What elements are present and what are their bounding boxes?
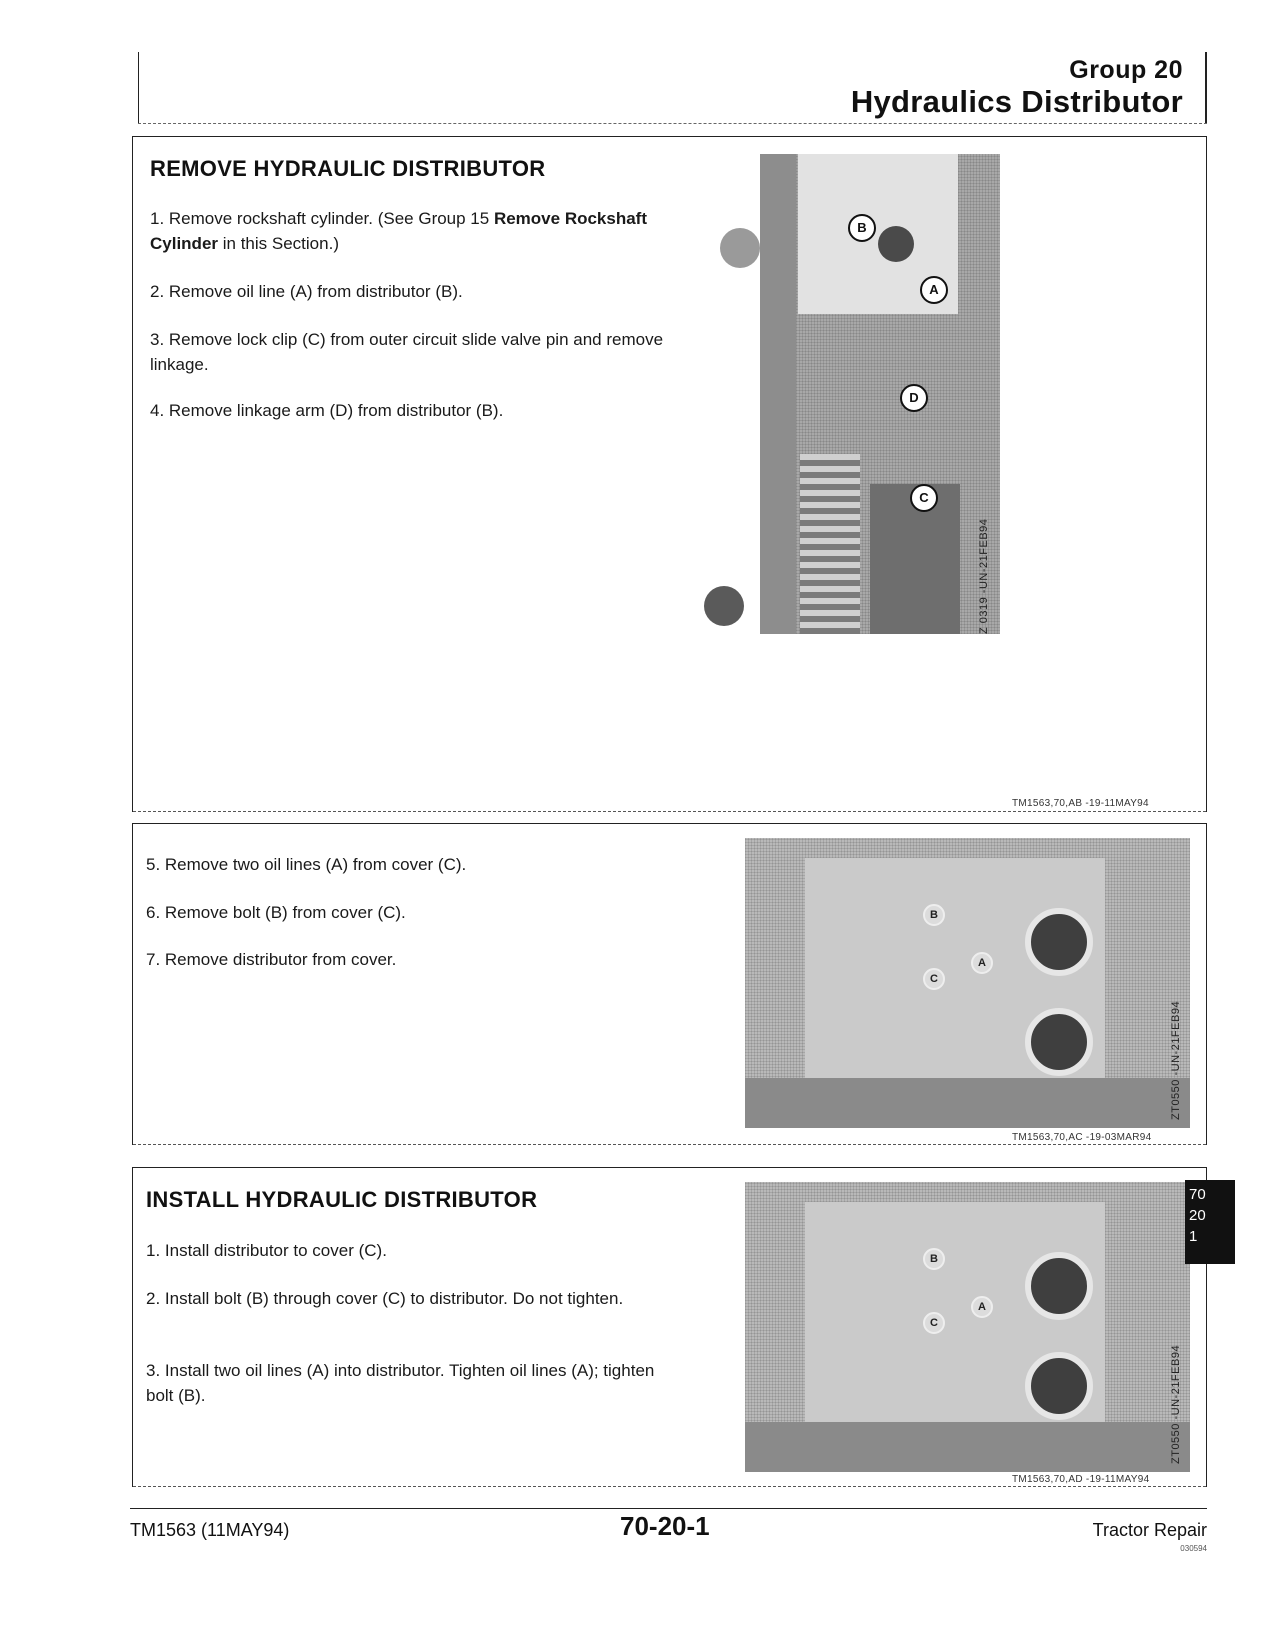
photo-edge-shadow	[760, 154, 796, 634]
section-title-install: INSTALL HYDRAULIC DISTRIBUTOR	[146, 1187, 538, 1212]
step-7-remove-distributor: 7. Remove distributor from cover.	[146, 950, 397, 969]
photo-code-date: -UN-21FEB94	[1170, 1344, 1182, 1420]
photo-spring	[800, 454, 860, 634]
section-thumb-tab	[1185, 1180, 1235, 1264]
step-1-remove-cylinder	[150, 206, 690, 256]
tab-section-number: 70	[1189, 1186, 1206, 1203]
photo-code	[1170, 1001, 1182, 1120]
callout-b: B	[848, 214, 876, 242]
tab-group-number: 20	[1189, 1207, 1206, 1224]
photo-code-date: -UN-21FEB94	[1170, 1000, 1182, 1076]
callout-b: B	[923, 904, 945, 926]
hole-punch-mark	[704, 586, 744, 626]
photo-code-id: ZT0550	[1170, 1079, 1182, 1120]
section-footer-line	[133, 1486, 1206, 1487]
header-left-rule	[138, 52, 139, 124]
footer-divider	[130, 1508, 1207, 1509]
step-3-install-oil-lines: 3. Install two oil lines (A) into distributor. Tighten oil lines (A); tighten bolt (B).	[146, 1361, 655, 1405]
manual-title: Tractor Repair	[1092, 1520, 1207, 1540]
photo-base-shadow	[745, 1422, 1190, 1472]
callout-c: C	[923, 968, 945, 990]
callout-a: A	[971, 1296, 993, 1318]
step-1-install-distributor: 1. Install distributor to cover (C).	[146, 1241, 387, 1260]
header-right-rule	[1205, 52, 1207, 124]
photo-distributor-cover	[745, 838, 1190, 1128]
callout-a: A	[920, 276, 948, 304]
manual-id: TM1563 (11MAY94)	[130, 1520, 290, 1540]
photo-code-id: ZT0550	[1170, 1423, 1182, 1464]
callout-d: D	[900, 384, 928, 412]
callout-b: B	[923, 1248, 945, 1270]
photo-base-shadow	[745, 1078, 1190, 1128]
photo-port-upper	[1025, 1252, 1093, 1320]
header-divider	[138, 123, 1207, 124]
callout-c: C	[910, 484, 938, 512]
photo-code	[978, 519, 990, 634]
group-label: Group 20	[1069, 56, 1183, 84]
tab-page-number: 1	[1189, 1228, 1198, 1245]
photo-distributor-install	[745, 1182, 1190, 1472]
section-footer-line	[133, 1144, 1206, 1145]
step-4-remove-linkage-arm: 4. Remove linkage arm (D) from distributor (B).	[150, 401, 504, 420]
page-title: Hydraulics Distributor	[850, 84, 1183, 119]
step-text: 1. Remove rockshaft cylinder. (See Group 15	[150, 209, 494, 228]
section-title-remove: REMOVE HYDRAULIC DISTRIBUTOR	[150, 156, 546, 181]
section-reference-code: TM1563,70,AC -19-03MAR94	[1012, 1132, 1152, 1143]
section-reference-code: TM1563,70,AD -19-11MAY94	[1012, 1474, 1150, 1485]
photo-code	[1170, 1345, 1182, 1464]
photo-code-date: -UN-21FEB94	[978, 518, 990, 594]
photo-port-lower	[1025, 1352, 1093, 1420]
step-2-install-bolt: 2. Install bolt (B) through cover (C) to distributor. Do not tighten.	[146, 1289, 624, 1308]
step-2-remove-oil-line: 2. Remove oil line (A) from distributor (B).	[150, 282, 463, 301]
photo-port-upper	[1025, 908, 1093, 976]
photo-port-lower	[1025, 1008, 1093, 1076]
section-reference-code: TM1563,70,AB -19-11MAY94	[1012, 798, 1149, 809]
page-number: 70-20-1	[620, 1511, 710, 1541]
step-5-remove-oil-lines: 5. Remove two oil lines (A) from cover (C).	[146, 855, 467, 874]
photo-code-id: Z 0319	[978, 596, 990, 634]
step-3-remove-lock-clip: 3. Remove lock clip (C) from outer circuit slide valve pin and remove linkage.	[150, 330, 664, 374]
step-6-remove-bolt: 6. Remove bolt (B) from cover (C).	[146, 903, 406, 922]
photo-dark-port	[878, 226, 914, 262]
step-reference-link: Remove Rockshaft Cylinder	[150, 209, 648, 253]
print-code: 030594	[1180, 1544, 1207, 1553]
callout-a: A	[971, 952, 993, 974]
section-footer-line	[133, 811, 1206, 812]
hole-punch-mark	[720, 228, 760, 268]
callout-c: C	[923, 1312, 945, 1334]
step-text: in this Section.)	[218, 234, 339, 253]
photo-distributor-rear	[760, 154, 1000, 634]
